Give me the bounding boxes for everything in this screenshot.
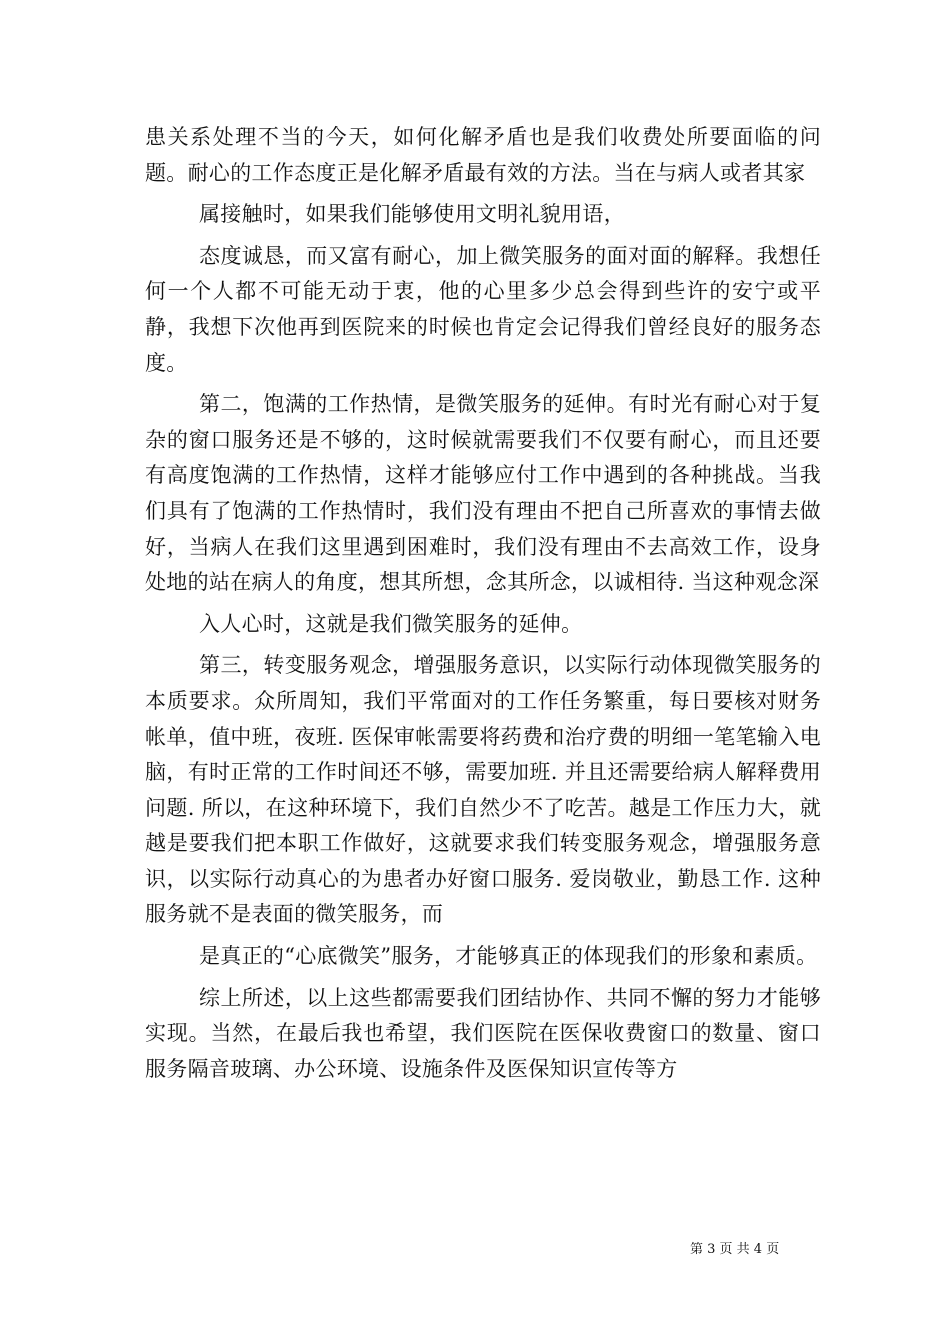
paragraph-1: 患关系处理不当的今天，如何化解矛盾也是我们收费处所要面临的问题。耐心的工作态度正是化解矛盾最有效的方法。当在与病人或者其家 [145, 125, 821, 185]
document-body [145, 120, 821, 1087]
paragraph-7: 是真正的“心底微笑”服务，才能够真正的体现我们的形象和素质。 [199, 944, 818, 969]
page-number: 第 3 页 共 4 页 [690, 1242, 780, 1257]
paragraph-6: 第三，转变服务观念，增强服务意识，以实际行动体现微笑服务的本质要求。众所周知，我们平常面对的工作任务繁重，每日要核对财务帐单，值中班，夜班. 医保审帐需要将药费和治疗费的明细一笔笔输入电脑，有时正常的工作时间还不够，需要加班. 并且还需要给病人解释费用问题. 所以，在这种环境下，我们自然少不了吃苦。越是工作压力大，就越是要我们把本职工作做好，这就要求我们转变服务观念，增强服务意识，以实际行动真心的为患者办好窗口服务. 爱岗敬业，勤恳工作. 这种服务就不是表面的微笑服务，而 [145, 653, 821, 927]
paragraph-2: 属接触时，如果我们能够使用文明礼貌用语， [199, 202, 625, 227]
paragraph-5: 入人心时，这就是我们微笑服务的延伸。 [199, 611, 583, 636]
paragraph-4: 第二，饱满的工作热情，是微笑服务的延伸。有时光有耐心对于复杂的窗口服务还是不够的，这时候就需要我们不仅要有耐心，而且还要有高度饱满的工作热情，这样才能够应付工作中遇到的各种挑战。当我们具有了饱满的工作热情时，我们没有理由不把自己所喜欢的事情去做好，当病人在我们这里遇到困难时，我们没有理由不去高效工作，设身处地的站在病人的角度，想其所想，念其所念，以诚相待. 当这种观念深 [145, 392, 821, 595]
paragraph-8: 综上所述，以上这些都需要我们团结协作、共同不懈的努力才能够实现。当然，在最后我也希望，我们医院在医保收费窗口的数量、窗口服务隔音玻璃、办公环境、设施条件及医保知识宣传等方 [145, 985, 821, 1081]
paragraph-3: 态度诚恳，而又富有耐心，加上微笑服务的面对面的解释。我想任何一个人都不可能无动于衷，他的心里多少总会得到些许的安宁或平静，我想下次他再到医院来的时候也肯定会记得我们曾经良好的服务态度。 [145, 243, 821, 375]
